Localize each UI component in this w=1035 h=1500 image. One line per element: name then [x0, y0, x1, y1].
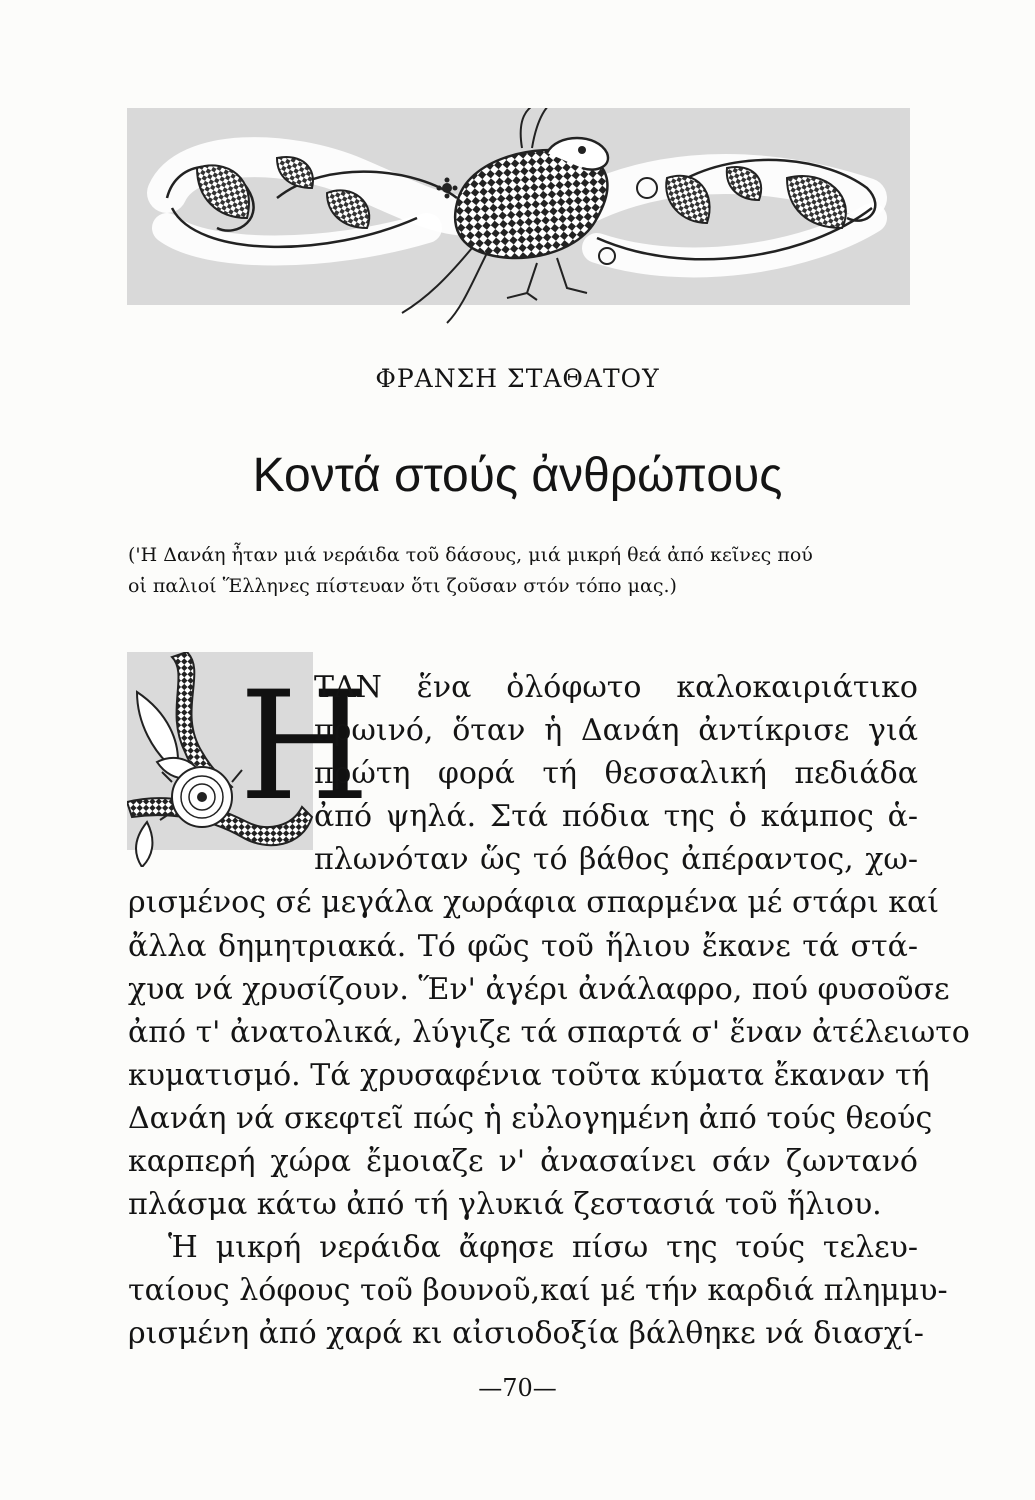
body-line: ταίους λόφους τοῦ βουνοῦ,καί μέ τήν καρδιά πλημμυ-: [128, 1273, 948, 1309]
author-name: ΦΡΑΝΣΗ ΣΤΑΘΑΤΟΥ: [375, 364, 660, 393]
body-line: κυματισμό. Τά χρυσαφένια τοῦτα κύματα ἔκαναν τή: [128, 1057, 930, 1093]
body-line: πλωνόταν ὥς τό βάθος ἀπέραντος, χω-: [314, 842, 918, 878]
body-line: ρισμένος σέ μεγάλα χωράφια σπαρμένα μέ στάρι καί: [128, 885, 940, 921]
drop-cap-letter: Η: [239, 660, 370, 834]
body-line: ἀπό ψηλά. Στά πόδια της ὁ κάμπος ἁ-: [314, 799, 918, 835]
body-line: Ἡ μικρή νεράιδα ἄφησε πίσω της τούς τελευ-: [168, 1230, 918, 1266]
story-title: Κοντά στούς ἀνθρώπους: [252, 449, 783, 502]
bird-vine-ornament: [127, 108, 910, 338]
body-line: πρωινό, ὅταν ἡ Δανάη ἀντίκρισε γιά: [314, 713, 918, 749]
intro-line: οἱ παλιοί Ἕλληνες πίστευαν ὅτι ζοῦσαν στόν τόπο μας.): [128, 575, 677, 597]
intro-line: ('Η Δανάη ἦταν μιά νεράιδα τοῦ δάσους, μιά μικρή θεά ἀπό κεῖνες πού: [128, 544, 813, 566]
body-line: Δανάη νά σκεφτεῖ πώς ἡ εὐλογημένη ἀπό τούς θεούς: [128, 1100, 933, 1136]
body-line: ἀπό τ' ἀνατολικά, λύγιζε τά σπαρτά σ' ἕναν ἀτέλειωτο: [128, 1014, 970, 1050]
page-number: —70—: [478, 1374, 557, 1402]
header-illustration: [127, 108, 910, 305]
intro-note: [128, 540, 918, 602]
body-line: πρώτη φορά τή θεσσαλική πεδιάδα: [314, 756, 918, 792]
body-line: χυα νά χρυσίζουν. Ἕν' ἀγέρι ἀνάλαφρο, πού φυσοῦσε: [128, 971, 950, 1007]
story-body: [128, 660, 970, 1356]
body-line: ΤΑΝ ἕνα ὁλόφωτο καλοκαιριάτικο: [314, 670, 918, 705]
body-line: ἄλλα δημητριακά. Τό φῶς τοῦ ἥλιου ἔκανε τά στά-: [128, 928, 918, 964]
body-line: ρισμένη ἀπό χαρά κι αἰσιοδοξία βάλθηκε νά διασχί-: [128, 1316, 924, 1352]
body-line: καρπερή χώρα ἔμοιαζε ν' ἀνασαίνει σάν ζωντανό: [128, 1144, 918, 1180]
body-line: πλάσμα κάτω ἀπό τή γλυκιά ζεστασιά τοῦ ἥλιου.: [128, 1187, 882, 1223]
